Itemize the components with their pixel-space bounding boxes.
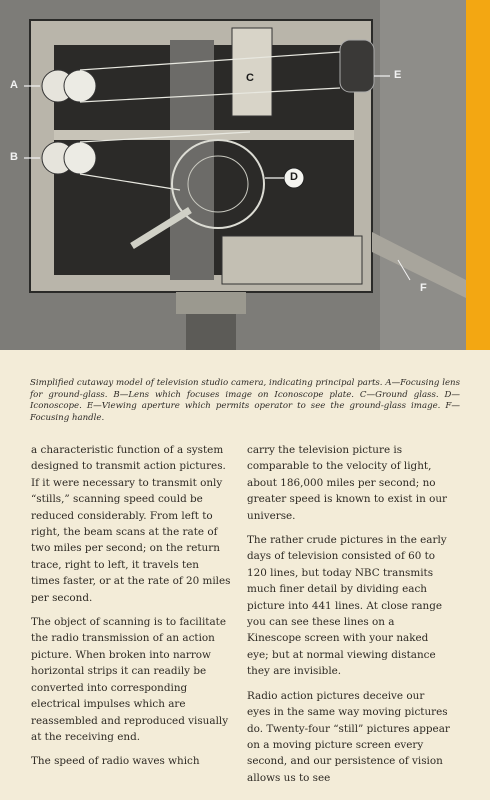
camera-cutaway-illustration <box>0 0 466 350</box>
paragraph: The object of scanning is to facilitate the radio transmission of an action picture. When broken into narrow horizontal strips it can readily be converted into corresponding electrical impulses which are reassembled and reproduced visually at the receiving end. <box>31 616 229 743</box>
label-e: E <box>394 69 402 81</box>
label-f: F <box>420 282 427 294</box>
camera-photo <box>0 0 466 350</box>
left-column <box>31 442 231 778</box>
paragraph: a characteristic function of a system designed to transmit action pictures. If it were necessary to transmit only “stills,” scanning speed could be reduced considerably. From left to right, the beam scans at the rate of two miles per second; on the return trace, right to left, it travels ten times faster, or at the rate of 20 miles per second. <box>31 444 231 604</box>
figure-caption: Simplified cutaway model of television studio camera, indicating principal parts. A—Focusing lens for ground-glass. B—Lens which focuses image on Iconoscope plate. C—Ground glass. D—Iconoscope. E—Viewing aperture which permits operator to see the ground-glass image. F—Focusing handle. <box>30 378 460 423</box>
paragraph: The rather crude pictures in the early days of television consisted of 60 to 120 lines, but today NBC transmits much finer detail by dividing each picture into 441 lines. At close range you can see these lines on a Kinescope screen with your naked eye; but at normal viewing distance they are invisible. <box>247 534 447 678</box>
right-column <box>247 442 451 794</box>
accent-bar <box>466 0 490 350</box>
paragraph: The speed of radio waves which <box>31 755 200 768</box>
label-c: C <box>246 72 254 84</box>
paragraph: Radio action pictures deceive our eyes in the same way moving pictures do. Twenty-four “still” pictures appear on a moving picture screen every second, and our persistence of vision allows us to see <box>247 689 450 784</box>
label-a: A <box>10 79 18 91</box>
label-d: D <box>290 171 298 183</box>
label-b: B <box>10 151 18 163</box>
paragraph: carry the television picture is comparable to the velocity of light, about 186,000 miles per second; no greater speed is known to exist in our universe. <box>247 444 447 522</box>
